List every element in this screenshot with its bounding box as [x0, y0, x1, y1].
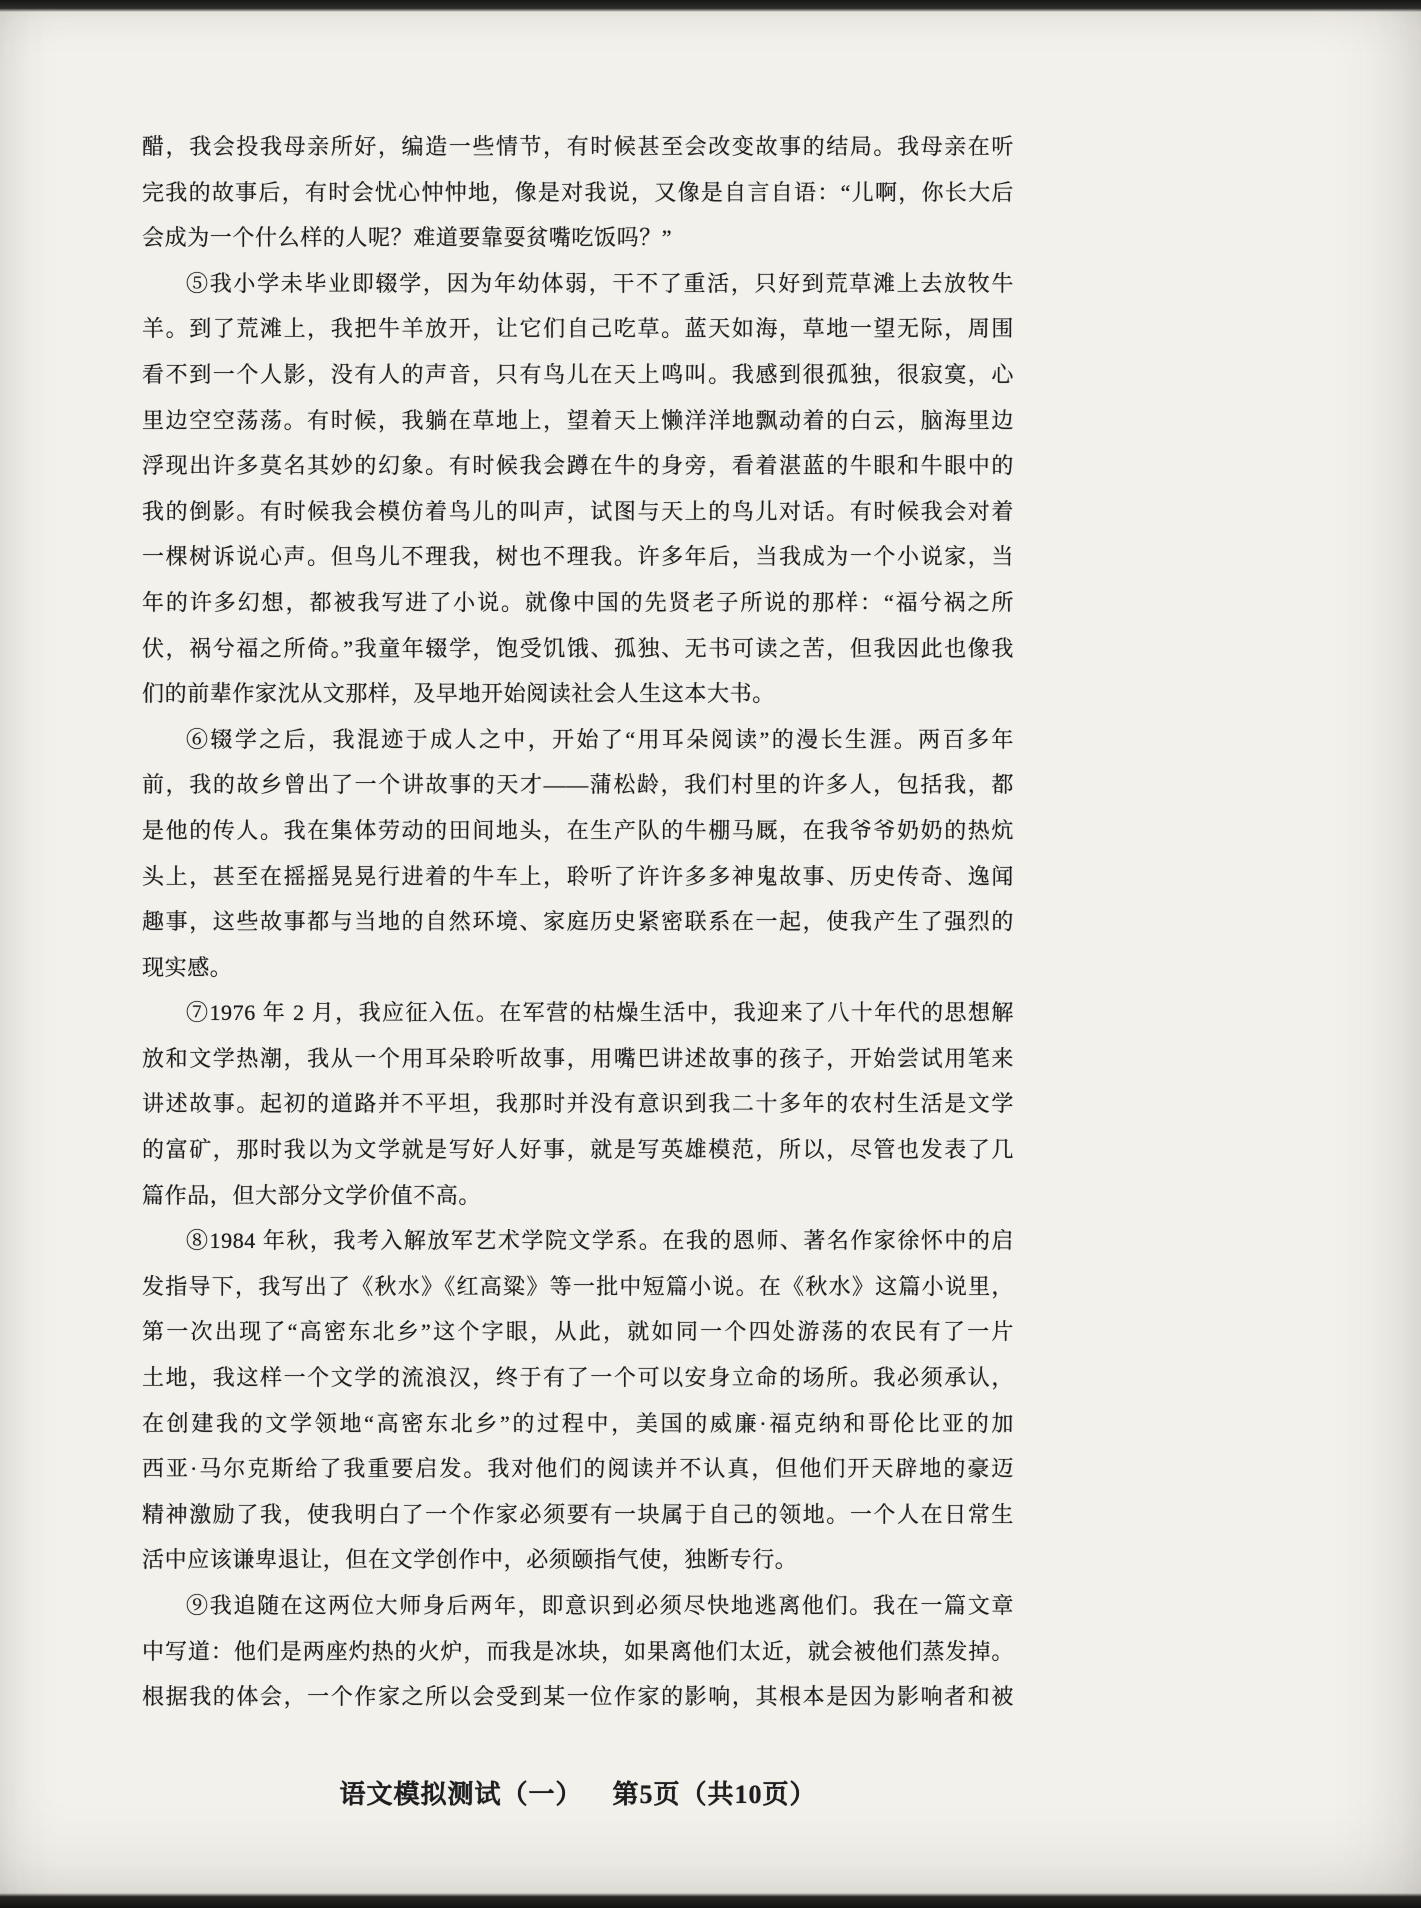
text-line: 发指导下，我写出了《秋水》《红高粱》等一批中短篇小说。在《秋水》这篇小说里，: [142, 1273, 1014, 1299]
text-line: 伏，祸兮福之所倚。”我童年辍学，饱受饥饿、孤独、无书可读之苦，但我因此也像我: [142, 635, 1014, 661]
text-line: ⑤我小学未毕业即辍学，因为年幼体弱，干不了重活，只好到荒草滩上去放牧牛: [186, 270, 1014, 296]
text-line: 西亚·马尔克斯给了我重要启发。我对他们的阅读并不认真，但他们开天辟地的豪迈: [142, 1456, 1014, 1482]
text-line: 头上，甚至在摇摇晃晃行进着的牛车上，聆听了许许多多神鬼故事、历史传奇、逸闻: [142, 863, 1014, 889]
text-line: 里边空空荡荡。有时候，我躺在草地上，望着天上懒洋洋地飘动着的白云，脑海里边: [142, 407, 1014, 433]
scan-edge-top: [0, 0, 1421, 12]
text-line: ⑦1976 年 2 月，我应征入伍。在军营的枯燥生活中，我迎来了八十年代的思想解: [186, 1000, 1014, 1026]
text-line: 是他的传人。我在集体劳动的田间地头，在生产队的牛棚马厩，在我爷爷奶奶的热炕: [142, 817, 1014, 843]
text-line: 第一次出现了“高密东北乡”这个字眼，从此，就如同一个四处游荡的农民有了一片: [142, 1319, 1014, 1345]
paragraph: [142, 717, 1014, 991]
text-line: 我的倒影。有时候我会模仿着鸟儿的叫声，试图与天上的鸟儿对话。有时候我会对着: [142, 498, 1014, 524]
text-line: 前，我的故乡曾出了一个讲故事的天才——蒲松龄，我们村里的许多人，包括我，都: [142, 772, 1014, 798]
text-line: 活中应该谦卑退让，但在文学创作中，必须颐指气使，独断专行。: [142, 1547, 798, 1573]
essay-text-block: [142, 124, 1014, 1720]
text-line: 年的许多幻想，都被我写进了小说。就像中国的先贤老子所说的那样：“福兮祸之所: [142, 589, 1014, 615]
text-line: 们的前辈作家沈从文那样，及早地开始阅读社会人生这本大书。: [142, 681, 775, 707]
paragraph: [142, 261, 1014, 717]
text-line: 篇作品，但大部分文学价值不高。: [142, 1182, 482, 1208]
text-line: 完我的故事后，有时会忧心忡忡地，像是对我说，又像是自言自语：“儿啊，你长大后: [142, 179, 1014, 205]
text-line: 放和文学热潮，我从一个用耳朵聆听故事，用嘴巴讲述故事的孩子，开始尝试用笔来: [142, 1045, 1014, 1071]
paragraph: [142, 1218, 1014, 1583]
page-footer: [142, 1774, 1014, 1811]
text-line: 会成为一个什么样的人呢？难道要靠耍贫嘴吃饭吗？”: [142, 225, 673, 251]
text-line: 根据我的体会，一个作家之所以会受到某一位作家的影响，其根本是因为影响者和被: [142, 1684, 1014, 1710]
text-line: 讲述故事。起初的道路并不平坦，我那时并没有意识到我二十多年的农村生活是文学: [142, 1091, 1014, 1117]
text-line: 现实感。: [142, 954, 233, 980]
text-line: 在创建我的文学领地“高密东北乡”的过程中，美国的威廉·福克纳和哥伦比亚的加: [142, 1410, 1014, 1436]
text-line: 趣事，这些故事都与当地的自然环境、家庭历史紧密联系在一起，使我产生了强烈的: [142, 909, 1014, 935]
paragraph: [142, 1583, 1014, 1720]
text-line: 中写道：他们是两座灼热的火炉，而我是冰块，如果离他们太近，就会被他们蒸发掉。: [142, 1638, 1014, 1664]
text-line: 一棵树诉说心声。但鸟儿不理我，树也不理我。许多年后，当我成为一个小说家，当: [142, 544, 1014, 570]
text-line: 的富矿，那时我以为文学就是写好人好事，就是写英雄模范，所以，尽管也发表了几: [142, 1137, 1014, 1163]
text-line: ⑧1984 年秋，我考入解放军艺术学院文学系。在我的恩师、著名作家徐怀中的启: [186, 1228, 1014, 1254]
scan-edge-bottom: [0, 1893, 1421, 1908]
text-line: 醋，我会投我母亲所好，编造一些情节，有时候甚至会改变故事的结局。我母亲在听: [142, 134, 1014, 159]
text-line: 看不到一个人影，没有人的声音，只有鸟儿在天上鸣叫。我感到很孤独，很寂寞，心: [142, 361, 1014, 387]
text-line: 羊。到了荒滩上，我把牛羊放开，让它们自己吃草。蓝天如海，草地一望无际，周围: [142, 316, 1014, 342]
footer-page-number: 第5页（共10页）: [612, 1780, 817, 1809]
text-line: 浮现出许多莫名其妙的幻象。有时候我会蹲在牛的身旁，看着湛蓝的牛眼和牛眼中的: [142, 453, 1014, 479]
text-line: ⑥辍学之后，我混迹于成人之中，开始了“用耳朵阅读”的漫长生涯。两百多年: [186, 726, 1014, 752]
text-line: ⑨我追随在这两位大师身后两年，即意识到必须尽快地逃离他们。我在一篇文章: [186, 1593, 1014, 1618]
footer-exam-title: 语文模拟测试（一）: [339, 1780, 583, 1809]
text-line: 土地，我这样一个文学的流浪汉，终于有了一个可以安身立命的场所。我必须承认，: [142, 1365, 1014, 1391]
paragraph: [142, 124, 1014, 261]
paragraph: [142, 990, 1014, 1218]
text-line: 精神激励了我，使我明白了一个作家必须要有一块属于自己的领地。一个人在日常生: [142, 1501, 1014, 1527]
